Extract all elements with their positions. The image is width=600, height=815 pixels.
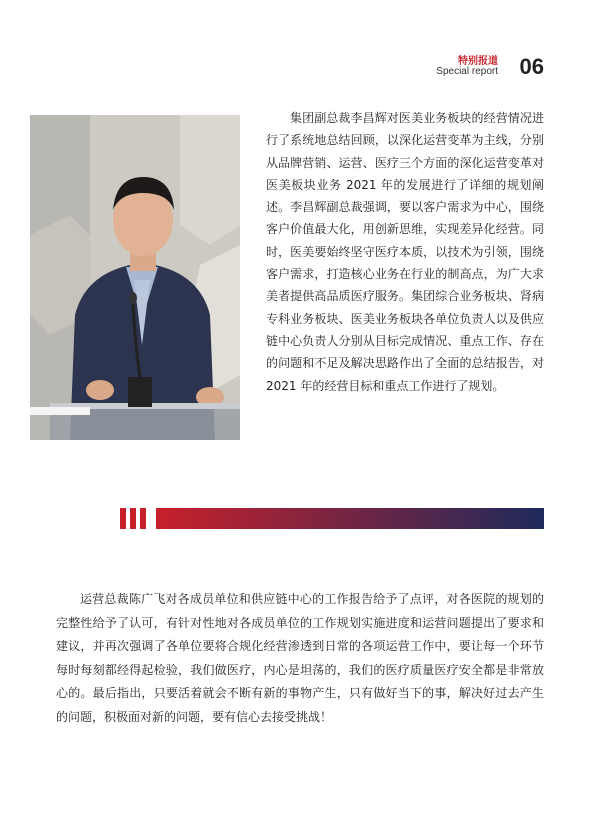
section-title-cn: 特别报道 [458, 56, 498, 67]
speaker-photo-illustration [30, 115, 240, 440]
speaker-photo [30, 115, 240, 440]
section-title-en: Special report [436, 66, 498, 77]
body-paragraph-1: 集团副总裁李昌辉对医美业务板块的经营情况进行了系统地总结回顾，以深化运营变革为主线，分别从品牌营销、运营、医疗三个方面的深化运营变革对医美板块业务 2021 年的发展进行了详细的规划阐述。李昌辉副总裁强调，要以客户需求为中心，围绕客户价值最大化，用创新思维，实现差异化经营。同时，医美要始终坚守医疗本质，以技术为引领，围绕客户需求，打造核心业务在行业的制高点，为广大求美者提供高品质医疗服务。集团综合业务板块、肾病专科业务板块、医美业务板块各单位负责人以及供应链中心负责人分别从目标完成情况、重点工作、存在的问题和不足及解决思路作出了全面的总结报告，对 2021 年的经营目标和重点工作进行了规划。 [266, 111, 544, 393]
divider-graphic [120, 508, 544, 529]
section-divider [120, 508, 544, 529]
body-paragraph-2: 运营总裁陈广飞对各成员单位和供应链中心的工作报告给予了点评，对各医院的规划的完整性给予了认可，有针对性地对各成员单位的工作规划实施进度和运营问题提出了要求和建议，并再次强调了各单位要将合规化经营渗透到日常的各项运营工作中，要让每一个环节每时每刻都经得起检验，我们做医疗，内心是坦荡的，我们的医疗质量医疗安全都是非常放心的。最后指出，只要活着就会不断有新的事物产生，只有做好当下的事，解决好过去产生的问题，积极面对新的问题，要有信心去接受挑战！ [56, 592, 544, 724]
page-number: 06 [519, 54, 544, 79]
